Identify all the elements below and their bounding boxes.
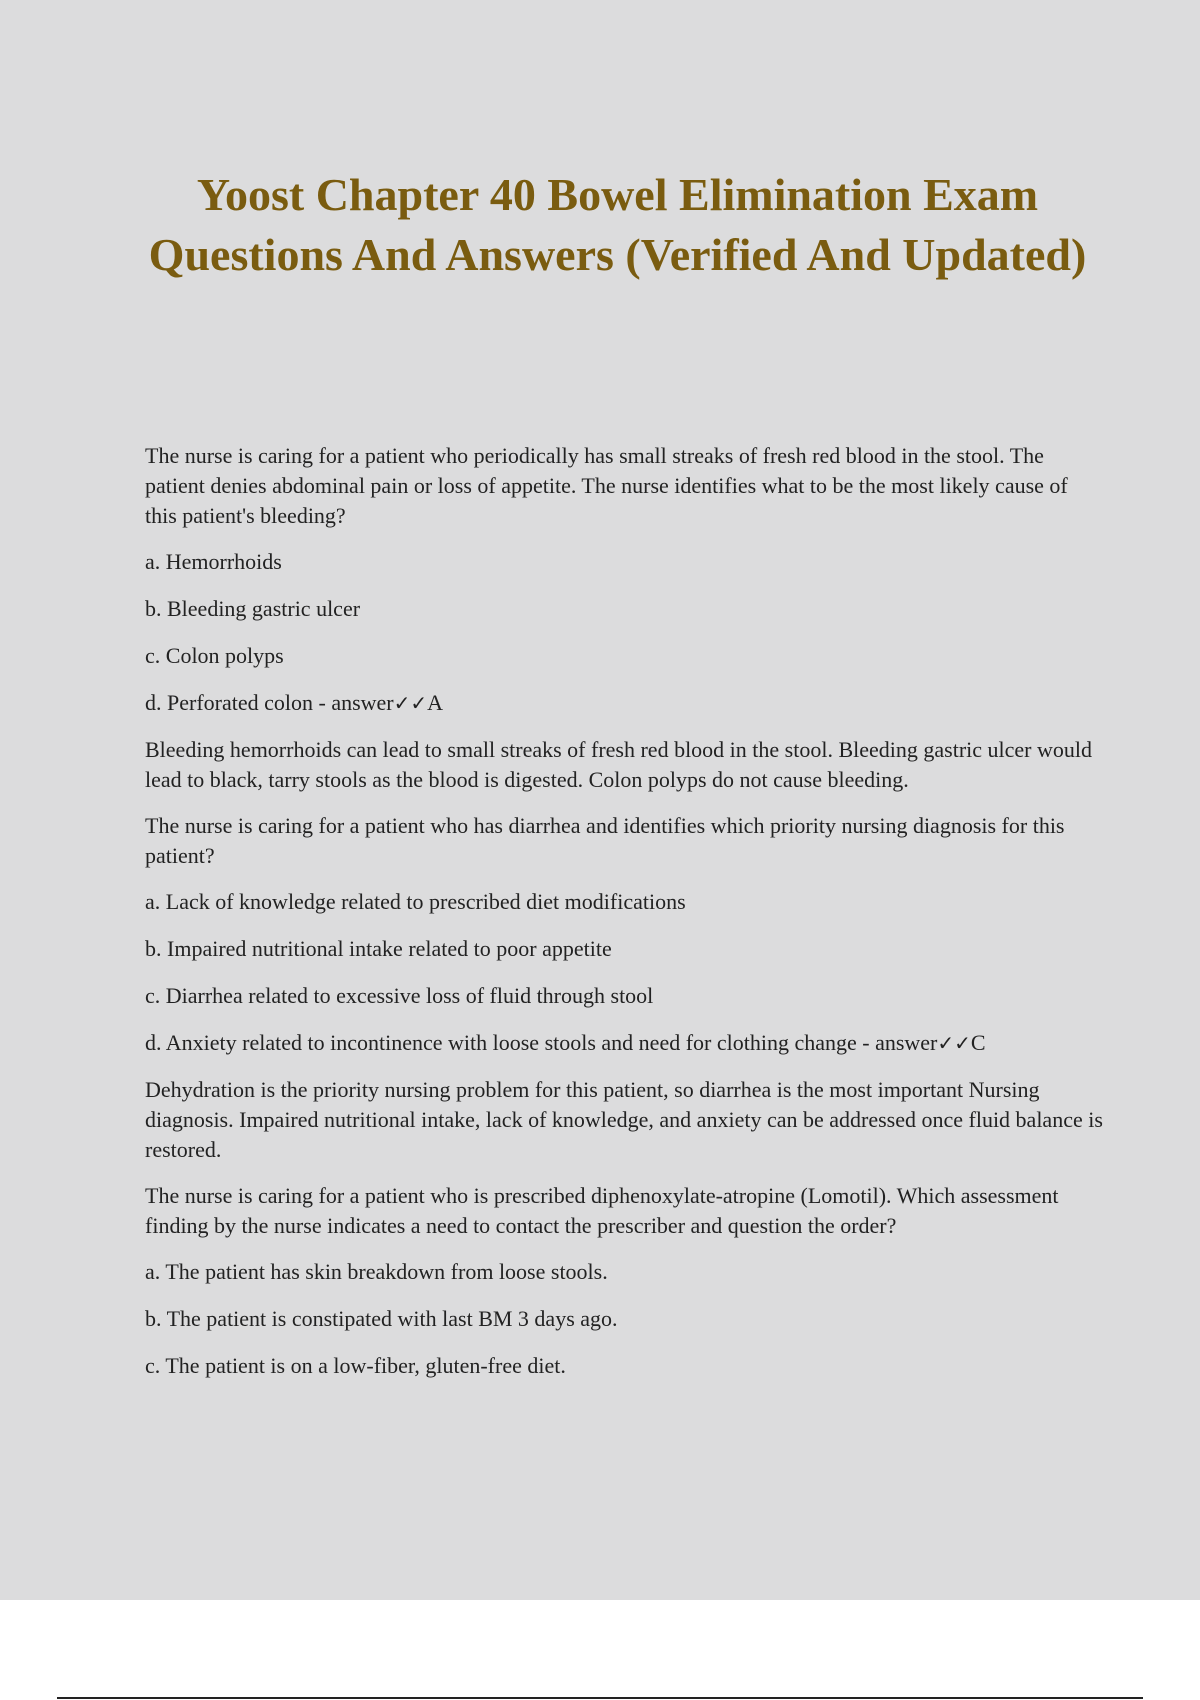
question-2-option-b: b. Impaired nutritional intake related to poor appetite [145, 936, 612, 961]
question-2-stem: The nurse is caring for a patient who has diarrhea and identifies which priority nursing diagnosis for this patient? [145, 813, 1065, 868]
check-marks-icon: ✓✓ [937, 1031, 971, 1055]
question-1-option-b: b. Bleeding gastric ulcer [145, 596, 361, 621]
question-1-option-d-text: d. Perforated colon - answer [145, 690, 394, 715]
document-body [145, 441, 1105, 1398]
question-2-option-a: a. Lack of knowledge related to prescribed diet modifications [145, 889, 686, 914]
question-1-answer: A [427, 690, 444, 715]
question-3-option-c: c. The patient is on a low-fiber, gluten-free diet. [145, 1353, 566, 1378]
footer-divider [57, 1697, 1143, 1699]
question-2-option-d-text: d. Anxiety related to incontinence with loose stools and need for clothing change - answer [145, 1030, 938, 1055]
question-1-stem: The nurse is caring for a patient who periodically has small streaks of fresh red blood in the stool. The patient denies abdominal pain or loss of appetite. The nurse identifies what to be the most likely cause of this patient's bleeding? [145, 443, 1068, 528]
question-2-option-c: c. Diarrhea related to excessive loss of fluid through stool [145, 983, 654, 1008]
check-marks-icon: ✓✓ [393, 691, 428, 715]
question-3-stem: The nurse is caring for a patient who is prescribed diphenoxylate-atropine (Lomotil). Which assessment finding by the nurse indicates a need to contact the prescriber and question the order? [145, 1183, 1059, 1238]
question-1-option-a: a. Hemorrhoids [145, 549, 282, 574]
question-3-option-b: b. The patient is constipated with last BM 3 days ago. [145, 1306, 618, 1331]
document-title: Yoost Chapter 40 Bowel Elimination Exam Questions And Answers (Verified And Updated) [148, 169, 1087, 280]
question-2-answer: C [970, 1030, 986, 1055]
question-2-option-d [145, 1028, 1105, 1058]
question-2-rationale: Dehydration is the priority nursing problem for this patient, so diarrhea is the most important Nursing diagnosis. Impaired nutritional intake, lack of knowledge, and anxiety can be addressed once fluid balance is restored. [145, 1077, 1103, 1162]
question-1-rationale: Bleeding hemorrhoids can lead to small streaks of fresh red blood in the stool. Bleeding gastric ulcer would lead to black, tarry stools as the blood is digested. Colon polyps do not cause bleeding. [145, 737, 1092, 792]
question-1-option-c: c. Colon polyps [145, 643, 284, 668]
question-3-option-a: a. The patient has skin breakdown from loose stools. [145, 1259, 608, 1284]
question-1-option-d [145, 688, 1105, 718]
